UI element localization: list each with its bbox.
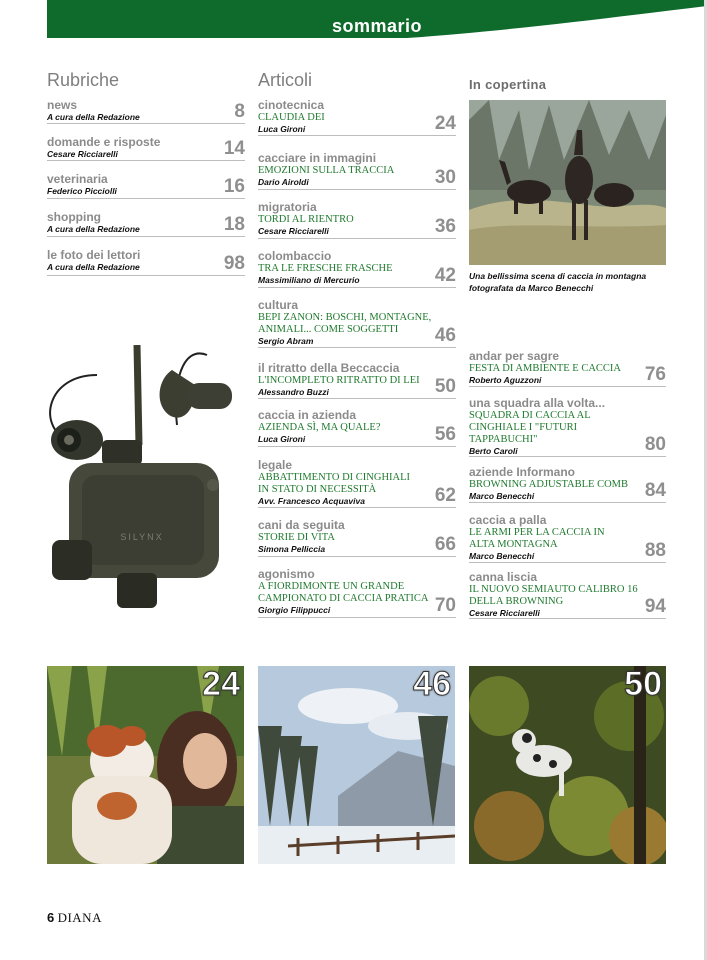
entry-section: le foto dei lettori bbox=[47, 248, 141, 262]
entry-section: cinotecnica bbox=[258, 98, 325, 112]
entry-title: STORIE DI VITA bbox=[258, 532, 335, 543]
entry-author: A cura della Redazione bbox=[47, 262, 140, 272]
entry-author: Berto Caroli bbox=[469, 446, 518, 456]
entry-title: CLAUDIA DEI bbox=[258, 112, 325, 123]
entry-section: cani da seguita bbox=[258, 518, 345, 532]
entry-section: veterinaria bbox=[47, 172, 108, 186]
entry-author: A cura della Redazione bbox=[47, 112, 140, 122]
entry-section: legale bbox=[258, 458, 293, 472]
entry-page: 80 bbox=[644, 434, 666, 455]
entry-author: Massimiliano di Mercurio bbox=[258, 275, 360, 285]
toc-entry[interactable] bbox=[469, 465, 666, 503]
entry-title: BROWNING ADJUSTABLE COMB bbox=[469, 479, 629, 490]
entry-author: Giorgio Filippucci bbox=[258, 605, 331, 615]
entry-section: cultura bbox=[258, 298, 299, 312]
entry-title: FESTA DI AMBIENTE E CACCIA bbox=[469, 363, 621, 374]
entry-page: 84 bbox=[644, 480, 666, 501]
photo-snow-forest[interactable] bbox=[258, 666, 455, 864]
entry-section: agonismo bbox=[258, 567, 315, 581]
entry-page: 88 bbox=[644, 540, 666, 561]
toc-entry[interactable] bbox=[469, 349, 666, 387]
entry-author: Cesare Ricciarelli bbox=[469, 608, 540, 618]
copertina-heading: In copertina bbox=[469, 77, 547, 92]
entry-page: 36 bbox=[434, 216, 456, 237]
entry-title: TORDI AL RIENTRO bbox=[258, 214, 354, 225]
toc-entry[interactable] bbox=[469, 513, 666, 563]
rubriche-heading: Rubriche bbox=[47, 70, 120, 90]
entry-page: 14 bbox=[223, 138, 245, 159]
entry-title: AZIENDA SÌ, MA QUALE? bbox=[258, 422, 381, 433]
entry-section: cacciare in immagini bbox=[258, 151, 377, 165]
toc-entry[interactable] bbox=[258, 298, 456, 348]
entry-author: Simona Pelliccia bbox=[258, 544, 326, 554]
product-logo: SILYNX bbox=[120, 532, 164, 542]
entry-page: 98 bbox=[223, 253, 245, 274]
entry-author: Dario Airoldi bbox=[258, 177, 309, 187]
entry-author: Avv. Francesco Acquaviva bbox=[258, 496, 365, 506]
entry-title: SQUADRA DI CACCIA AL CINGHIALE I "FUTURI TAPPABUCHI" bbox=[469, 410, 591, 445]
toc-entry[interactable] bbox=[258, 518, 456, 557]
entry-section: news bbox=[47, 98, 78, 112]
toc-entry[interactable] bbox=[258, 408, 456, 447]
entry-section: shopping bbox=[47, 210, 101, 224]
entry-section: domande e risposte bbox=[47, 135, 161, 149]
entry-title: EMOZIONI SULLA TRACCIA bbox=[258, 165, 395, 176]
entry-page: 16 bbox=[223, 176, 245, 197]
entry-title: IL NUOVO SEMIAUTO CALIBRO 16 DELLA BROWNING bbox=[469, 584, 638, 607]
entry-section: aziende Informano bbox=[469, 465, 576, 479]
toc-entry[interactable] bbox=[258, 249, 456, 288]
toc-entry[interactable] bbox=[47, 135, 245, 161]
entry-page: 94 bbox=[644, 596, 666, 617]
entry-section: una squadra alla volta... bbox=[469, 396, 606, 410]
entry-page: 8 bbox=[234, 101, 245, 122]
entry-author: Roberto Aguzzoni bbox=[469, 375, 542, 385]
toc-entry[interactable] bbox=[258, 458, 456, 508]
toc-entry[interactable] bbox=[258, 98, 456, 136]
entry-author: Luca Gironi bbox=[258, 434, 306, 444]
entry-author: Cesare Ricciarelli bbox=[258, 226, 329, 236]
header-band bbox=[47, 0, 707, 38]
articoli-heading: Articoli bbox=[258, 70, 313, 90]
entry-title: BEPI ZANON: BOSCHI, MONTAGNE, ANIMALI... COME SOGGETTI bbox=[258, 312, 432, 335]
entry-page: 62 bbox=[434, 485, 456, 506]
entry-page: 18 bbox=[223, 214, 245, 235]
cover-photo bbox=[469, 100, 666, 265]
page-footer bbox=[47, 910, 102, 926]
entry-page: 24 bbox=[434, 113, 456, 134]
toc-entry[interactable] bbox=[258, 361, 456, 399]
footer-magazine-name: DIANA bbox=[57, 910, 102, 925]
entry-title: L'INCOMPLETO RITRATTO DI LEI bbox=[258, 375, 420, 386]
entry-page: 66 bbox=[434, 534, 456, 555]
photo-page-number: 46 bbox=[413, 666, 451, 703]
cover-caption: Una bellissima scena di caccia in montagna fotografata da Marco Benecchi bbox=[469, 271, 647, 293]
toc-entry[interactable] bbox=[47, 248, 245, 276]
entry-page: 42 bbox=[434, 265, 456, 286]
entry-author: Marco Benecchi bbox=[469, 551, 535, 561]
entry-title: LE ARMI PER LA CACCIA IN ALTA MONTAGNA bbox=[469, 527, 605, 550]
entry-title: ABBATTIMENTO DI CINGHIALI IN STATO DI NECESSITÀ bbox=[258, 472, 411, 495]
entry-page: 30 bbox=[434, 167, 456, 188]
toc-entry[interactable] bbox=[47, 172, 245, 199]
entry-author: Cesare Ricciarelli bbox=[47, 149, 118, 159]
entry-page: 76 bbox=[644, 364, 666, 385]
photo-dog-girl[interactable] bbox=[47, 666, 244, 864]
entry-page: 56 bbox=[434, 424, 456, 445]
toc-entry[interactable] bbox=[258, 151, 456, 190]
entry-title: TRA LE FRESCHE FRASCHE bbox=[258, 263, 393, 274]
page-title: sommario bbox=[331, 16, 423, 36]
entry-title: A FIORDIMONTE UN GRANDE CAMPIONATO DI CACCIA PRATICA bbox=[258, 581, 429, 604]
footer-page-number: 6 bbox=[47, 910, 55, 925]
toc-entry[interactable] bbox=[469, 570, 666, 619]
toc-entry[interactable] bbox=[47, 98, 245, 124]
toc-entry[interactable] bbox=[47, 210, 245, 237]
photo-page-number: 50 bbox=[624, 666, 662, 703]
entry-section: canna liscia bbox=[469, 570, 538, 584]
toc-entry[interactable] bbox=[258, 567, 456, 618]
entry-author: Federico Picciolli bbox=[47, 186, 117, 196]
entry-section: caccia a palla bbox=[469, 513, 547, 527]
photo-page-number: 24 bbox=[202, 666, 240, 703]
entry-author: Sergio Abram bbox=[258, 336, 314, 346]
entry-author: Luca Gironi bbox=[258, 124, 306, 134]
photo-setter-woods[interactable] bbox=[469, 666, 666, 864]
toc-entry[interactable] bbox=[258, 200, 456, 239]
entry-author: A cura della Redazione bbox=[47, 224, 140, 234]
entry-page: 46 bbox=[434, 325, 456, 346]
entry-section: il ritratto della Beccaccia bbox=[258, 361, 400, 375]
entry-page: 70 bbox=[434, 595, 456, 616]
entry-author: Alessandro Buzzi bbox=[258, 387, 329, 397]
entry-section: migratoria bbox=[258, 200, 317, 214]
entry-section: colombaccio bbox=[258, 249, 332, 263]
entry-section: caccia in azienda bbox=[258, 408, 357, 422]
toc-entry[interactable] bbox=[469, 396, 666, 457]
earphones-product-image bbox=[37, 345, 242, 615]
entry-section: andar per sagre bbox=[469, 349, 560, 363]
entry-author: Marco Benecchi bbox=[469, 491, 535, 501]
entry-page: 50 bbox=[434, 376, 456, 397]
